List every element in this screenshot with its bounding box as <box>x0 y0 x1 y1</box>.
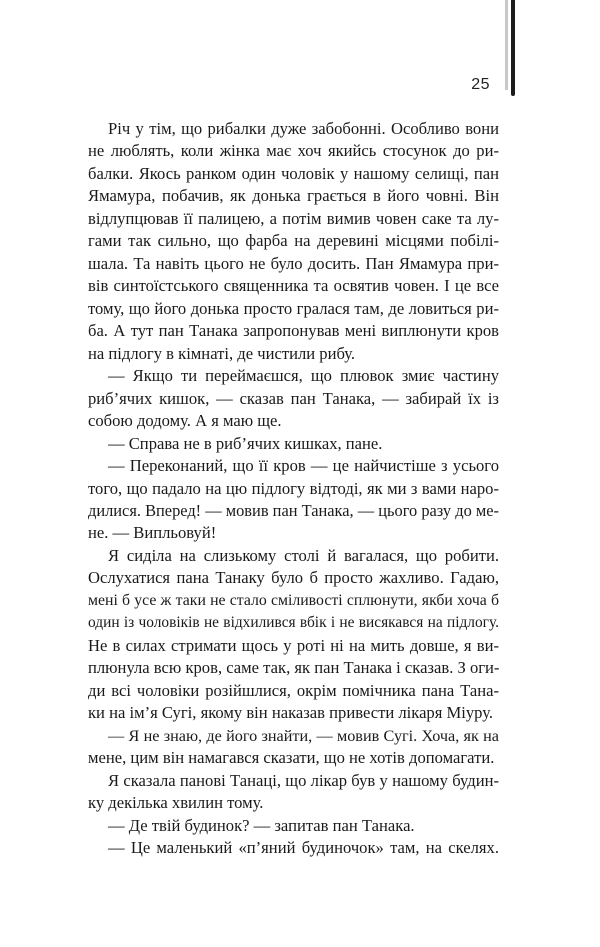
text-line: — Якщо ти переймаєшся, що плювок змиє частину <box>108 366 499 386</box>
text-line: мені б усе ж таки не стало сміливості сплюнути, якби хоча б <box>88 591 499 609</box>
text-line: шала. Та навіть цього не було досить. Пан Ямамура при- <box>88 253 499 273</box>
text-line: того, що падало на цю підлогу відтоді, як ми з вами наро- <box>88 478 499 498</box>
text-line: на підлогу в кімнаті, де чистили рибу. <box>88 343 356 363</box>
text-line: відлупцював її палицею, а потім вимив човен саке та лу- <box>88 208 499 228</box>
text-line: вів синтоїстського священника та освятив човен. І це все <box>88 276 499 296</box>
text-line: Я сказала панові Танаці, що лікар був у нашому будин- <box>108 770 499 790</box>
text-line: Річ у тім, що рибалки дуже забобонні. Особливо вони <box>108 119 499 138</box>
text-line: Я сиділа на слизькому столі й вагалася, що робити. <box>108 545 499 565</box>
page-number: 25 <box>471 76 490 93</box>
text-line: не. — Випльовуй! <box>88 523 217 543</box>
text-line: риб’ячих кишок, — сказав пан Танака, — забирай їх із <box>88 388 499 408</box>
text-line: не люблять, коли жінка має хоч якийсь стосунок до ри- <box>88 141 499 161</box>
text-line: ди всі чоловіки розійшлися, окрім помічника пана Тана- <box>88 680 499 700</box>
page-edge-shadow <box>505 0 508 90</box>
text-line: ба. А тут пан Танака запропонував мені виплюнути кров <box>88 321 499 341</box>
text-line: плюнула всю кров, саме так, як пан Танака і сказав. З оги- <box>88 658 500 678</box>
text-line: — Справа не в риб’ячих кишках, пане. <box>108 433 383 453</box>
text-line: мене, цим він намагався сказати, що не хотів допомагати. <box>88 748 495 768</box>
text-line: — Я не знаю, де його знайти, — мовив Сугі. Хоча, як на <box>108 726 499 745</box>
text-line: гами так сильно, що фарба на деревині місцями побілі- <box>88 231 499 251</box>
page-edge-marker <box>511 0 515 96</box>
text-line: — Переконаний, що її кров — це найчистіше з усього <box>108 456 499 476</box>
text-line: дилися. Вперед! — мовив пан Танака, — цього разу до ме- <box>88 500 499 520</box>
text-line: собою додому. А я маю ще. <box>88 411 282 431</box>
text-line: Ослухатися пана Танаку було б просто жахливо. Гадаю, <box>88 568 499 588</box>
text-line: Ямамура, побачив, як донька грається в його човні. Він <box>88 186 499 206</box>
text-line: — Це маленький «п’яний будиночок» там, на скелях. <box>108 838 499 857</box>
text-line: тому, що його донька просто гралася там, де ловиться ри- <box>88 298 499 318</box>
text-line: Не в силах стримати щось у роті ні на мить довше, я ви- <box>88 635 499 655</box>
text-line: — Де твій будинок? — запитав пан Танака. <box>108 815 415 835</box>
body-text <box>88 118 499 859</box>
text-line: ку декілька хвилин тому. <box>88 793 264 813</box>
text-line: ки на ім’я Сугі, якому він наказав привести лікаря Міуру. <box>88 703 494 723</box>
text-line: один із чоловіків не відхилився вбік і не висякався на підлогу. <box>88 614 499 632</box>
text-line: балки. Якось ранком один чоловік у нашому селищі, пан <box>88 163 499 183</box>
